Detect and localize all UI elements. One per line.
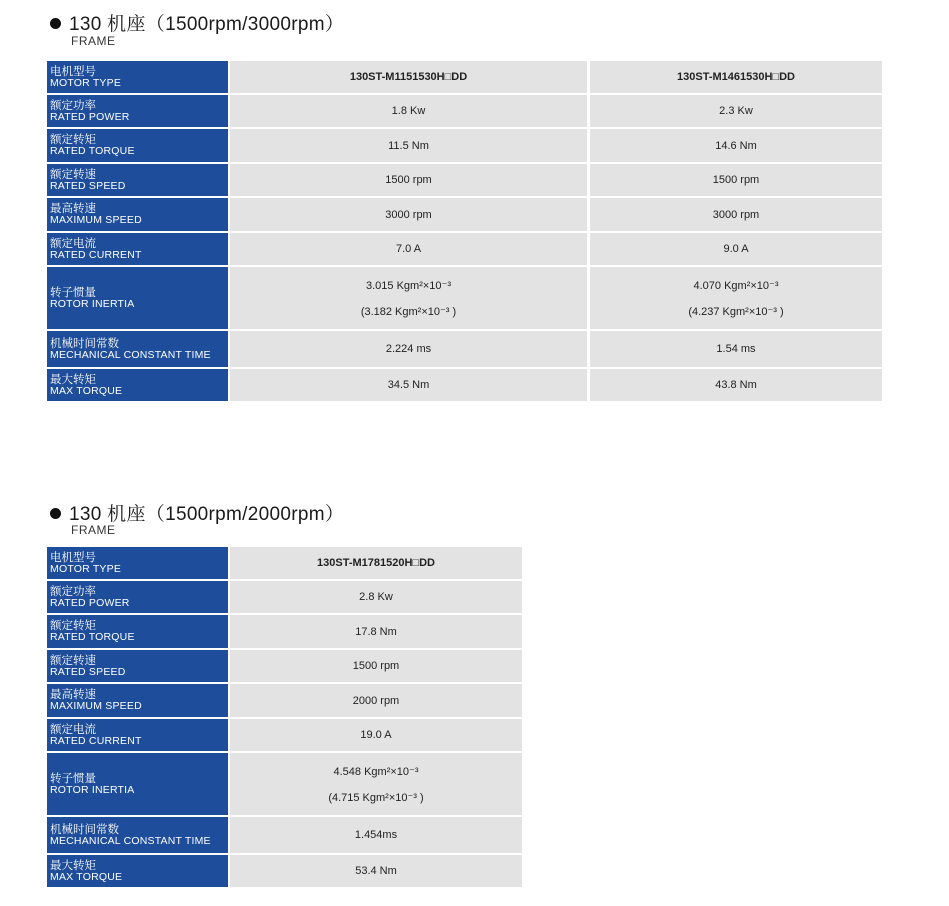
section-1-frame-label: FRAME	[71, 34, 116, 48]
value-cell	[590, 369, 882, 403]
row-label-en: RATED POWER	[50, 110, 130, 123]
value-text: 3000 rpm	[385, 208, 432, 221]
value-text: 4.548 Kgm²×10⁻³	[333, 765, 419, 778]
table-row	[47, 233, 882, 267]
value-cell	[230, 369, 587, 403]
table-row	[47, 753, 522, 817]
value-cell	[230, 753, 522, 817]
value-cell	[230, 95, 587, 129]
table-row	[47, 95, 882, 129]
section-2-frame-label: FRAME	[71, 523, 116, 537]
value-text: 4.070 Kgm²×10⁻³	[693, 279, 779, 292]
value-text: 1.8 Kw	[391, 105, 426, 117]
table-row	[47, 817, 522, 855]
value-text: 3000 rpm	[712, 208, 760, 221]
row-label-en: ROTOR INERTIA	[50, 297, 135, 310]
row-label	[47, 331, 230, 369]
value-text: 1500 rpm	[712, 174, 760, 186]
row-label-en: MECHANICAL CONSTANT TIME	[50, 348, 211, 361]
value-cell	[230, 855, 522, 889]
table-row	[47, 129, 882, 164]
value-text: 2.3 Kw	[719, 105, 753, 117]
row-label-en: MAX TORQUE	[50, 384, 123, 397]
value-text-secondary: (4.715 Kgm²×10⁻³ )	[328, 791, 424, 804]
row-label-cn: 机械时间常数	[50, 823, 119, 836]
value-text: 130ST-M1461530H□DD	[677, 71, 795, 83]
value-text: 9.0 A	[723, 243, 749, 255]
row-label-en: RATED SPEED	[50, 665, 126, 678]
table-row	[47, 855, 522, 889]
row-label	[47, 684, 230, 719]
row-label-en: MAXIMUM SPEED	[50, 214, 142, 226]
value-text: 34.5 Nm	[387, 379, 430, 391]
value-cell	[230, 650, 522, 684]
value-text: 2.224 ms	[385, 343, 432, 355]
value-text: 2.8 Kw	[359, 591, 393, 603]
value-cell	[590, 95, 882, 129]
value-text: 17.8 Nm	[355, 625, 397, 638]
row-label	[47, 95, 230, 129]
row-label-cn: 额定转速	[50, 654, 96, 667]
value-text: 3.015 Kgm²×10⁻³	[366, 279, 451, 292]
row-label	[47, 650, 230, 684]
row-label	[47, 198, 230, 233]
value-text: 2000 rpm	[352, 694, 400, 707]
table-row	[47, 650, 522, 684]
row-label-en: MOTOR TYPE	[50, 76, 122, 89]
table-row	[47, 581, 522, 615]
value-text: 130ST-M1151530H□DD	[349, 71, 468, 83]
value-text: 19.0 A	[360, 729, 392, 741]
table-row	[47, 615, 522, 650]
row-label-en: ROTOR INERTIA	[50, 783, 135, 796]
value-cell	[230, 267, 587, 331]
spec-table-2	[47, 547, 522, 889]
value-text: 11.5 Nm	[388, 139, 429, 152]
table-row	[47, 61, 882, 95]
table-row	[47, 684, 522, 719]
value-text: 14.6 Nm	[715, 139, 757, 152]
row-label	[47, 719, 230, 753]
value-text: 1.54 ms	[716, 343, 756, 355]
row-label-cn: 最高转速	[50, 689, 96, 701]
row-label-en: RATED POWER	[50, 596, 130, 609]
value-text: 7.0 A	[395, 243, 422, 255]
row-label-en: RATED TORQUE	[50, 145, 135, 157]
row-label	[47, 547, 230, 581]
row-label	[47, 129, 230, 164]
row-label-cn: 额定转矩	[50, 134, 96, 146]
row-label	[47, 164, 230, 198]
row-label-cn: 电机型号	[50, 551, 96, 564]
value-cell	[230, 817, 522, 855]
value-cell	[590, 331, 882, 369]
row-label	[47, 615, 230, 650]
value-text: 53.4 Nm	[355, 865, 397, 877]
model-header-cell	[230, 61, 587, 95]
row-label-en: RATED SPEED	[50, 179, 126, 192]
value-cell	[230, 684, 522, 719]
bullet-icon	[50, 508, 61, 519]
row-label-en: MAX TORQUE	[50, 870, 123, 883]
row-label-cn: 额定电流	[50, 723, 96, 736]
value-cell	[590, 129, 882, 164]
section-2-title-wrap	[50, 499, 344, 526]
row-label-cn: 额定电流	[50, 237, 96, 250]
row-label-cn: 电机型号	[50, 65, 96, 78]
value-cell	[230, 331, 587, 369]
bullet-icon	[50, 18, 61, 29]
value-cell	[230, 233, 587, 267]
row-label	[47, 753, 230, 817]
table-row	[47, 719, 522, 753]
table-row	[47, 267, 882, 331]
row-label	[47, 61, 230, 95]
value-cell	[590, 267, 882, 331]
row-label-cn: 额定转速	[50, 168, 96, 181]
model-header-cell	[590, 61, 882, 95]
value-cell	[590, 198, 882, 233]
row-label	[47, 855, 230, 889]
value-text: 1.454ms	[354, 829, 398, 841]
table-row	[47, 331, 882, 369]
value-text: 1500 rpm	[352, 660, 400, 672]
row-label-cn: 最大转矩	[50, 373, 96, 386]
value-cell	[230, 129, 587, 164]
row-label	[47, 581, 230, 615]
value-cell	[230, 615, 522, 650]
value-cell	[230, 719, 522, 753]
value-text: 130ST-M1781520H□DD	[317, 557, 435, 569]
value-cell	[230, 198, 587, 233]
row-label-cn: 最高转速	[50, 203, 96, 215]
row-label-cn: 额定转矩	[50, 620, 96, 632]
value-text: 43.8 Nm	[715, 379, 757, 391]
row-label-en: RATED CURRENT	[50, 734, 142, 747]
section-2-title: 130 机座（1500rpm/2000rpm）	[69, 504, 345, 525]
table-row	[47, 547, 522, 581]
value-cell	[230, 164, 587, 198]
section-1-title: 130 机座（1500rpm/3000rpm）	[69, 14, 345, 35]
value-cell	[590, 164, 882, 198]
row-label-cn: 机械时间常数	[50, 337, 119, 350]
table-row	[47, 198, 882, 233]
section-1-title-wrap	[50, 9, 344, 36]
row-label-en: MOTOR TYPE	[50, 562, 122, 575]
table-row	[47, 164, 882, 198]
row-label-en: MAXIMUM SPEED	[50, 700, 142, 712]
model-header-cell	[230, 547, 522, 581]
value-text: 1500 rpm	[385, 174, 432, 186]
row-label	[47, 233, 230, 267]
value-text-secondary: (4.237 Kgm²×10⁻³ )	[688, 305, 784, 318]
value-cell	[590, 233, 882, 267]
row-label-cn: 额定功率	[50, 99, 96, 112]
row-label	[47, 369, 230, 403]
spec-table-1	[47, 61, 882, 403]
row-label-cn: 最大转矩	[50, 859, 96, 872]
row-label-cn: 转子惯量	[50, 286, 96, 299]
table-row	[47, 369, 882, 403]
row-label	[47, 267, 230, 331]
row-label-en: RATED CURRENT	[50, 248, 142, 261]
value-cell	[230, 581, 522, 615]
row-label-cn: 额定功率	[50, 585, 96, 598]
row-label	[47, 817, 230, 855]
value-text-secondary: (3.182 Kgm²×10⁻³ )	[360, 305, 457, 318]
row-label-en: RATED TORQUE	[50, 631, 135, 643]
row-label-en: MECHANICAL CONSTANT TIME	[50, 834, 211, 847]
row-label-cn: 转子惯量	[50, 772, 96, 785]
